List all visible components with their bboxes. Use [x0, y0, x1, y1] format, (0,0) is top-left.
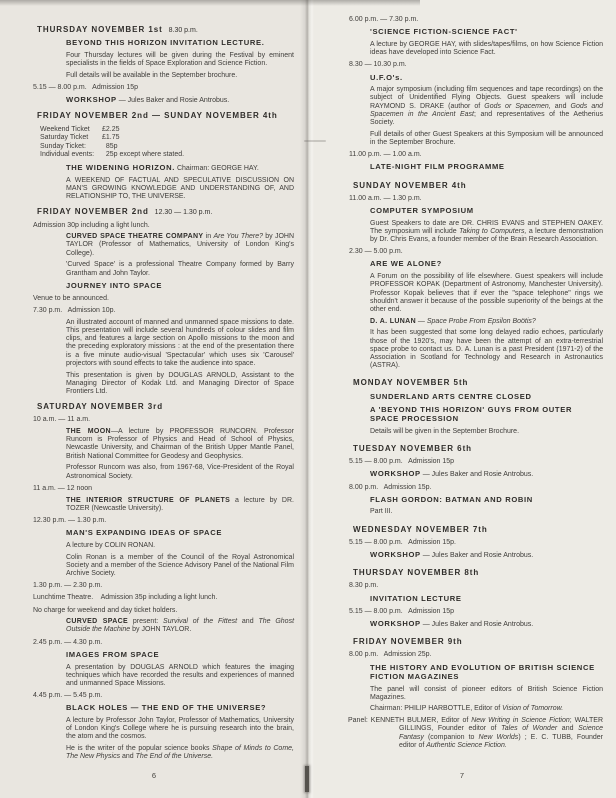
text-run: present:: [128, 618, 164, 626]
text-run: Chairman: PHILIP HARBOTTLE, Editor of: [370, 705, 503, 713]
text-run: The New Physics: [66, 753, 121, 761]
event-paragraph: [66, 717, 294, 742]
event-time-line: [349, 61, 604, 69]
text-run: — Jules Baker and Rosie Antrobus.: [420, 621, 534, 629]
text-run: 11.00 p.m. — 1.00 a.m.: [349, 151, 422, 159]
text-run: 7.30 p.m. Admission 10p.: [33, 307, 116, 315]
event-time-line: [33, 485, 300, 493]
text-run: WEDNESDAY NOVEMBER 7th: [353, 524, 488, 534]
event-time-line: [349, 539, 604, 547]
text-run: FLASH GORDON: BATMAN AND ROBIN: [370, 494, 533, 504]
ticket-row: [40, 143, 300, 152]
text-run: Admission 30p including a light lunch.: [33, 221, 150, 229]
text-run: An illustrated account of manned and unmanned space missions to date. This presentation will include several hundreds of colour slides and film clips, and features a large section on Apollo missions to the moon and the preceding exploratory missions : at the end of the presentation there is a five minute audio-visual 'Spectacular' which uses six 'Carousel' projectors with sound effects to take the audience into space.: [66, 318, 294, 367]
event-paragraph: [370, 508, 603, 516]
event-title: [370, 595, 603, 604]
text-run: ; and representatives of the Aetherius Society.: [370, 110, 603, 127]
event-paragraph: [66, 554, 294, 579]
event-paragraph: [66, 464, 294, 480]
event-title: [66, 96, 294, 105]
event-day-heading: [37, 26, 300, 35]
text-run: (companion to: [423, 733, 479, 741]
text-run: —A lecture by PROFESSOR RUNCORN. Professor Runcorn is Professor of Physics and Head of School of Physics, Newcastle University, and Chairman of the British Upper Mantle Panel, British National Committee for Geodesy and Geophysics.: [66, 428, 294, 460]
event-paragraph: [66, 618, 294, 634]
event-day-heading: [353, 526, 604, 535]
text-run: CURVED SPACE THEATRE COMPANY: [66, 233, 204, 241]
event-paragraph: [66, 319, 294, 368]
text-run: The panel will consist of pioneer editors of British Science Fiction Magazines.: [370, 685, 603, 701]
text-run: MONDAY NOVEMBER 5th: [353, 378, 469, 388]
event-paragraph: [370, 686, 603, 702]
event-title: [66, 529, 294, 538]
ticket-row: [40, 151, 300, 160]
text-run: —: [415, 317, 427, 325]
event-paragraph: [66, 233, 294, 258]
text-run: 'SCIENCE FICTION-SCIENCE FACT': [370, 27, 518, 37]
event-title: [66, 164, 294, 173]
event-title: [370, 28, 603, 37]
event-title: [370, 163, 603, 172]
text-run: 11.00 a.m. — 1.30 p.m.: [349, 194, 422, 202]
text-run: 12.30 p.m. — 1.30 p.m.: [33, 516, 107, 524]
text-run: 11 a.m. — 12 noon: [33, 484, 93, 492]
ticket-row: [40, 126, 300, 135]
text-run: BEYOND THIS HORIZON INVITATION LECTURE.: [66, 38, 265, 48]
text-run: Details will be given in the September Brochure.: [370, 427, 520, 435]
event-paragraph: [370, 273, 603, 314]
text-run: WORKSHOP: [370, 619, 421, 629]
text-run: Taking to Computers,: [459, 227, 527, 235]
event-title: [370, 470, 603, 479]
text-run: TUESDAY NOVEMBER 6th: [353, 443, 473, 453]
ticket-value: £1.75: [102, 134, 120, 142]
text-run: 4.45 p.m. — 5.45 p.m.: [33, 692, 103, 700]
text-run: THE INTERIOR STRUCTURE OF PLANETS: [66, 496, 231, 504]
text-run: 5.15 — 8.00 p.m. Admission 15p: [349, 458, 455, 466]
text-run: A lecture by GEORGE HAY, with slides/tapes/films, on how Science Fiction ideas have developed into Science Fact.: [370, 40, 603, 57]
text-run: in: [203, 233, 214, 241]
text-run: JOURNEY INTO SPACE: [66, 280, 163, 290]
event-paragraph: [370, 705, 603, 713]
text-run: A lecture by COLIN RONAN.: [66, 541, 156, 549]
event-paragraph: [66, 261, 294, 277]
ticket-label: Sunday Ticket:: [40, 142, 86, 150]
text-run: and: [550, 102, 571, 110]
text-run: 10 a.m. — 11 a.m.: [33, 416, 91, 424]
event-title: [66, 704, 294, 713]
text-run: THURSDAY NOVEMBER 8th: [353, 568, 480, 578]
event-title: [370, 551, 603, 560]
event-time-line: [33, 692, 300, 700]
event-day-heading: [37, 208, 300, 217]
event-time-line: [33, 517, 300, 525]
text-run: SUNDERLAND ARTS CENTRE CLOSED: [370, 391, 532, 401]
text-run: MAN'S EXPANDING IDEAS OF SPACE: [66, 528, 223, 538]
event-paragraph: [370, 318, 603, 326]
text-run: FRIDAY NOVEMBER 2nd — SUNDAY NOVEMBER 4th: [37, 111, 278, 121]
event-paragraph: [370, 41, 603, 57]
text-run: Full details of other Guest Speakers at this Symposium will be announced in the September Brochure.: [370, 130, 603, 146]
text-run: 1.30 p.m. — 2.30 p.m.: [33, 582, 103, 590]
page-number: 7: [459, 771, 465, 780]
event-paragraph: [370, 329, 603, 370]
event-paragraph: [66, 72, 294, 80]
event-time-line: [349, 195, 604, 203]
text-run: New Writing in Science Fiction: [471, 717, 570, 725]
text-run: No charge for weekend and day ticket holders.: [33, 606, 178, 614]
text-run: This presentation is given by DOUGLAS ARNOLD, Assistant to the Managing Director of Kodak Ltd. and Managing Director of Space Frontiers Ltd.: [66, 371, 294, 395]
text-run: SUNDAY NOVEMBER 4th: [353, 180, 467, 190]
event-day-heading: [37, 112, 300, 121]
text-run: Lunchtime Theatre. Admission 35p including a light lunch.: [33, 594, 218, 602]
text-run: Four Thursday lectures will be given during the Festival by eminent specialists in the fields of Space Exploration and Science Fiction.: [66, 51, 294, 68]
event-time-line: [349, 16, 604, 24]
ticket-value: 85p: [102, 142, 118, 150]
text-run: THE WIDENING HORIZON.: [66, 163, 175, 172]
text-run: — Jules Baker and Rosie Antrobus.: [420, 552, 534, 560]
ticket-price-table: [40, 126, 300, 160]
text-run: WORKSHOP: [370, 550, 421, 560]
text-run: ; WALTER GILLINGS, Founder editor of: [399, 717, 604, 733]
text-run: — Jules Baker and Rosie Antrobus.: [116, 97, 230, 105]
event-title: [370, 664, 603, 682]
event-day-heading: [353, 569, 604, 578]
event-paragraph: [66, 745, 294, 761]
text-run: THURSDAY NOVEMBER 1st: [37, 25, 163, 34]
event-paragraph: [66, 177, 294, 202]
text-run: CURVED SPACE: [66, 618, 129, 626]
event-time-line: [349, 608, 604, 616]
text-run: Space Probe From Epsilon Boötis?: [426, 317, 536, 325]
text-run: A major symposium (including film sequences and tape recordings) on the subject of Unidentified Flying Objects. Guest speakers will include RAYMOND S. DRAKE (author of: [370, 86, 603, 110]
event-time-line: [349, 484, 604, 492]
text-run: Venue to be announced.: [33, 294, 109, 302]
text-run: Survival of the Fittest: [163, 618, 238, 626]
text-run: D. A. LUNAN: [370, 317, 416, 325]
event-time-line: [33, 416, 300, 424]
event-title: [370, 207, 603, 216]
event-title: [66, 651, 294, 660]
event-title: [370, 260, 603, 269]
text-run: Professor Runcorn was also, from 1967-68, Vice-President of the Royal Astronomical Society.: [66, 464, 294, 480]
text-run: 8.30 p.m.: [349, 582, 379, 590]
text-run: 5.15 — 8.00 p.m. Admission 15p.: [349, 538, 457, 546]
text-run: a lecture by DR. TOZER (Newcastle University).: [66, 496, 294, 512]
text-run: A Forum on the possibility of life elsewhere. Guest speakers will include PROFESSOR KOPAK (Department of Astronomy, Manchester University). Professor Kopak believes that if ever the "space telephone" rings we shouldn't answer it because of the possible superiority of the beings at the other end.: [370, 273, 603, 313]
text-run: A WEEKEND OF FACTUAL AND SPECULATIVE DISCUSSION ON MAN'S GROWING KNOWLEDGE AND UNDERSTANDING OF, AND RELATIONSHIP TO, THE UNIVERSE.: [66, 176, 294, 201]
text-run: 5.15 — 8.00 p.m. Admission 15p: [33, 84, 139, 92]
text-run: FRIDAY NOVEMBER 9th: [353, 637, 463, 647]
panel-list: [327, 717, 603, 750]
text-run: 5.15 — 8.00 p.m. Admission 15p: [349, 607, 455, 615]
event-paragraph: [66, 664, 294, 689]
event-time-line: [349, 248, 604, 256]
text-run: Gods and Spacemen in the Ancient East: [370, 102, 603, 118]
event-note: [33, 295, 300, 303]
text-run: WORKSHOP: [66, 95, 117, 105]
text-run: A presentation by DOUGLAS ARNOLD which features the imaging techniques which have recorded the results and experiences of manned and unmanned Space Missions.: [66, 663, 294, 687]
text-run: 8.00 p.m. Admission 15p.: [349, 483, 432, 491]
event-title: [370, 393, 603, 402]
text-run: and: [120, 753, 136, 761]
event-time-line: [349, 151, 604, 159]
text-run: It has been suggested that some long delayed radio echoes, particularly those of the 1920's, may have been the attempt of an extra-terrestrial space probe to contact us. D. A. Lunan is a past President (1971-2) of the Association in Scotland for Technology and Research in Astronautics (ASTRA).: [370, 329, 603, 370]
text-run: ARE WE ALONE?: [370, 259, 442, 269]
text-run: COMPUTER SYMPOSIUM: [370, 205, 474, 215]
text-run: Science Fantasy: [399, 725, 604, 741]
text-run: 12.30 — 1.30 p.m.: [148, 209, 213, 217]
event-time-line: [33, 639, 300, 647]
ticket-label: Weekend Ticket: [40, 125, 90, 133]
page-7: [308, 0, 616, 798]
text-run: He is the writer of the popular science books: [66, 745, 213, 753]
text-run: 2.30 — 5.00 p.m.: [349, 248, 403, 256]
text-run: Part III.: [370, 508, 393, 516]
text-run: 8.30 — 10.30 p.m.: [349, 61, 407, 69]
text-run: U.F.O's.: [370, 72, 403, 82]
text-run: INVITATION LECTURE: [370, 593, 462, 603]
event-day-heading: [353, 638, 604, 647]
text-run: A lecture by Professor John Taylor, Professor of Mathematics, University of London King's College where he is pursuing research into the brain, the atom and the cosmos.: [66, 717, 294, 741]
event-time-line: [33, 307, 300, 315]
event-paragraph: [66, 372, 294, 397]
text-run: and: [237, 618, 259, 626]
text-run: The Ghost Outside the Machine: [66, 618, 295, 634]
text-run: A 'BEYOND THIS HORIZON' GUYS FROM OUTER SPACE PROCESSION: [370, 404, 573, 424]
event-day-heading: [353, 182, 604, 191]
event-note: [33, 594, 300, 602]
event-paragraph: [370, 131, 603, 147]
event-day-heading: [353, 445, 604, 454]
event-paragraph: [66, 428, 294, 461]
event-title: [370, 74, 603, 83]
text-run: IMAGES FROM SPACE: [66, 649, 160, 659]
text-run: The End of the Universe.: [135, 753, 214, 761]
text-run: and: [557, 725, 579, 733]
event-note: [33, 607, 300, 615]
text-run: Are You There?: [213, 233, 264, 241]
text-run: WORKSHOP: [370, 469, 421, 479]
event-title: [66, 39, 294, 48]
text-run: Authentic Science Fiction.: [426, 741, 507, 749]
event-title: [370, 496, 603, 505]
event-time-line: [33, 84, 300, 92]
ticket-value: £2.25: [102, 125, 120, 133]
text-run: THE HISTORY AND EVOLUTION OF BRITISH SCIENCE FICTION MAGAZINES: [370, 662, 595, 681]
text-run: Shape of Minds to Come,: [212, 745, 294, 753]
text-run: Guest Speakers to date are DR. CHRIS EVANS and STEPHEN OAKEY. The symposium will include: [370, 219, 603, 235]
event-time-line: [349, 651, 604, 659]
event-paragraph: [66, 542, 294, 550]
ticket-label: Individual events:: [40, 151, 95, 159]
text-run: by JOHN TAYLOR.: [130, 626, 192, 634]
text-run: FRIDAY NOVEMBER 2nd: [37, 207, 149, 217]
text-run: 2.45 p.m. — 4.30 p.m.: [33, 638, 103, 646]
ticket-row: [40, 134, 300, 143]
event-time-line: [33, 582, 300, 590]
text-run: by JOHN TAYLOR (Professor of Mathematics, University of London King's College).: [66, 233, 295, 257]
text-run: Panel: KENNETH BULMER, Editor of: [348, 717, 472, 725]
text-run: New Worlds: [478, 733, 519, 741]
text-run: Gods or Spacemen,: [484, 102, 551, 110]
event-paragraph: [370, 428, 603, 436]
text-run: 8.30 p.m.: [162, 27, 198, 34]
event-title: [66, 282, 294, 291]
text-run: 8.00 p.m. Admission 25p.: [349, 651, 432, 659]
event-note: [33, 222, 300, 230]
event-paragraph: [66, 497, 294, 513]
ticket-value: 25p except where stated.: [102, 151, 185, 159]
text-run: Chairman: GEORGE HAY.: [175, 165, 259, 172]
event-time-line: [349, 458, 604, 466]
text-run: 6.00 p.m. — 7.30 p.m.: [349, 16, 419, 23]
event-title: [370, 406, 603, 424]
text-run: LATE-NIGHT FILM PROGRAMME: [370, 162, 505, 172]
text-run: Tales of Wonder: [501, 725, 558, 733]
text-run: a lecture demonstration by Dr. Chris Evans, a founder member of the Brain Research Association.: [370, 227, 603, 244]
event-time-line: [349, 582, 604, 590]
ticket-label: Saturday Ticket: [40, 134, 89, 142]
event-title: [370, 620, 603, 629]
event-paragraph: [370, 220, 603, 245]
text-run: SATURDAY NOVEMBER 3rd: [37, 402, 164, 412]
text-run: Full details will be available in the September brochure.: [66, 71, 238, 79]
event-paragraph: [66, 52, 294, 68]
text-run: Colin Ronan is a member of the Council of the Royal Astronomical Society and a member of the Science Advisory Panel of the National Film Archive Society.: [66, 553, 294, 577]
text-run: ) ; E. C. TUBB, Founder editor of: [399, 733, 603, 749]
event-day-heading: [37, 403, 300, 412]
text-run: THE MOON: [66, 428, 111, 436]
event-paragraph: [370, 86, 603, 127]
page-number: 6: [151, 771, 157, 780]
text-run: BLACK HOLES — THE END OF THE UNIVERSE?: [66, 703, 267, 713]
text-run: Vision of Tomorrow.: [502, 705, 564, 713]
event-day-heading: [353, 379, 604, 388]
text-run: 'Curved Space' is a professional Theatre Company formed by Barry Grantham and John Taylor.: [66, 261, 294, 277]
text-run: — Jules Baker and Rosie Antrobus.: [420, 471, 534, 479]
